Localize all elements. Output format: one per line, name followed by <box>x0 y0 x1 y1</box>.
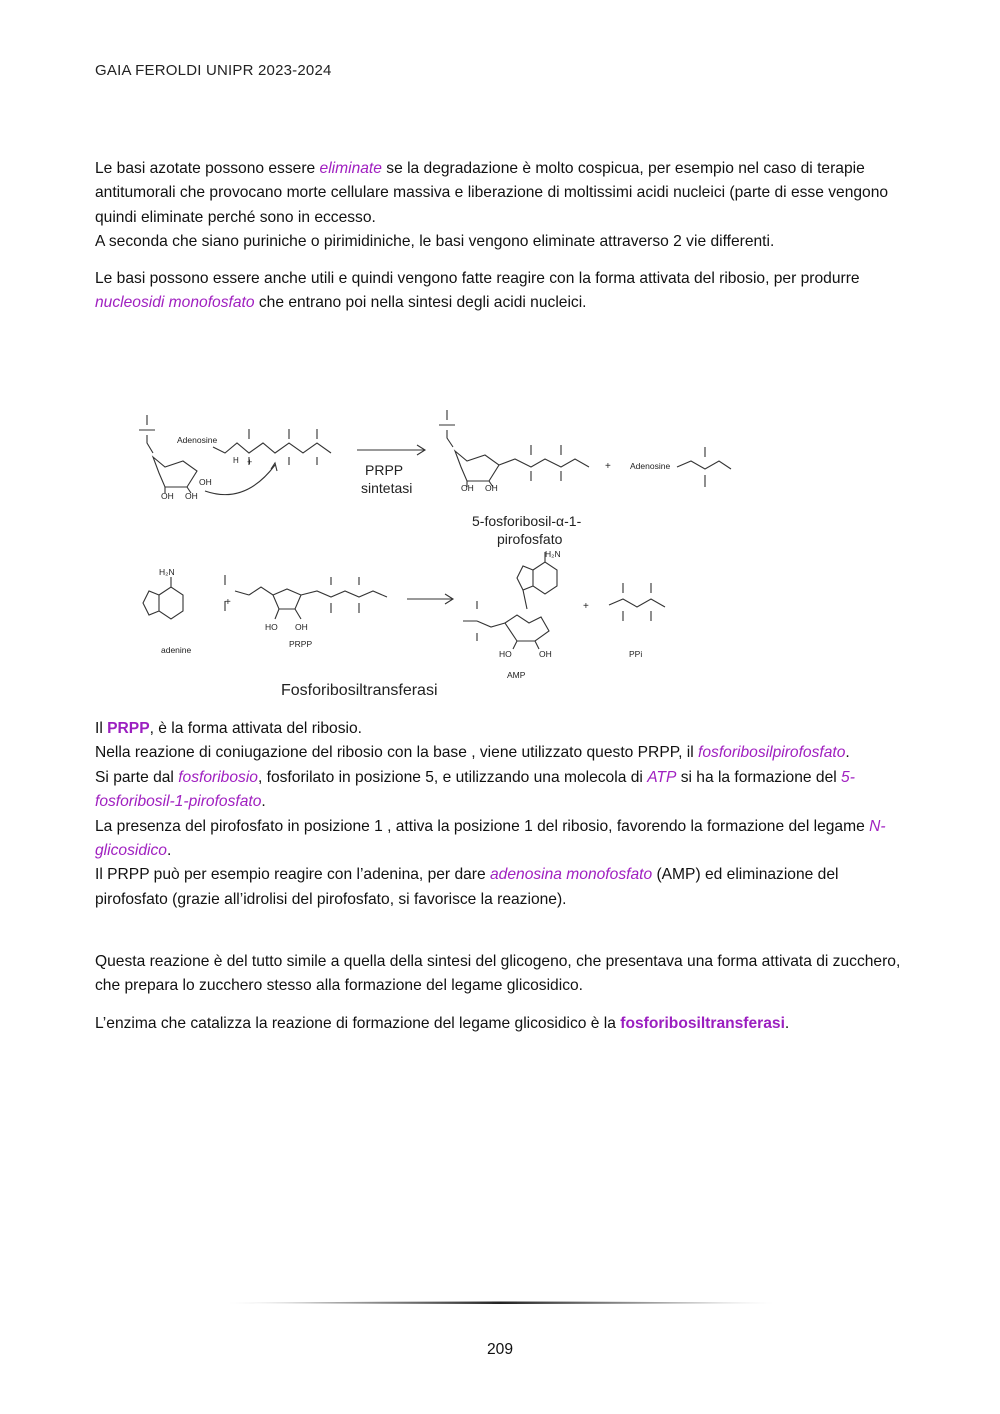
text-span: Le basi possono essere anche utili e quindi vengono fatte reagire con la forma attivata del ribosio, per produrre <box>95 270 860 287</box>
pyrophosphate-chain <box>499 459 589 467</box>
page-number: 209 <box>486 1341 514 1358</box>
enzyme-prpp-sintetasi-line2: sintetasi <box>361 480 413 496</box>
paragraph-basi-utili <box>95 267 907 316</box>
highlight-term: N-glicosidico <box>95 817 886 860</box>
text-span: (AMP) ed eliminazione del pirofosfato (grazie all’idrolisi del pirofosfato, si favorisce la reazione). <box>95 866 839 908</box>
attack-arrow <box>205 465 275 495</box>
plus-sign: + <box>583 601 589 612</box>
text-span: Il <box>95 720 108 737</box>
prpp-pyrophosphate <box>301 577 387 613</box>
h2n-label: H₂N <box>545 549 561 559</box>
phosphate-group <box>139 415 155 453</box>
document-header: GAIA FEROLDI UNIPR 2023-2024 <box>95 62 332 79</box>
reaction-arrow-top <box>357 445 425 455</box>
text-span: Si parte dal <box>95 768 179 786</box>
text-span: che entrano poi nella sintesi degli acidi nucleici. <box>254 294 587 312</box>
highlight-term: ATP <box>647 768 677 786</box>
paragraph-line <box>95 741 907 765</box>
paragraph-line <box>95 717 907 741</box>
text-span: Nella reazione di coniugazione del ribosio con la base , viene utilizzato questo PRPP, il <box>95 744 699 762</box>
h2n-label: H₂N <box>159 567 175 577</box>
text-span: se la degradazione è molto cospicua, per esempio nel caso di terapie antitumorali che provocano morte cellulare massiva e liberazione di moltissimi acidi nucleici (parte di esse vengono quindi eliminate perché sono in eccesso. <box>95 160 889 226</box>
amp-ribose-ring <box>505 590 549 649</box>
adenine-label: adenine <box>161 645 192 655</box>
bold-term-prpp: PRPP <box>107 720 150 737</box>
paragraph-prpp <box>95 717 907 912</box>
oh-label: OH <box>295 622 308 632</box>
text-span: . <box>166 842 172 860</box>
triphosphate-chain <box>213 443 331 453</box>
amp-label: AMP <box>507 670 526 680</box>
text-span: , è la forma attivata del ribosio. <box>149 720 362 737</box>
paragraph-line: Questa reazione è del tutto simile a quella della sintesi del glicogeno, che presentava una forma attivata di zucchero, che prepara lo zucchero stesso alla formazione del legame glicosidico. <box>95 953 901 995</box>
paragraph-line <box>95 815 907 864</box>
product-name-line2: pirofosfato <box>497 531 563 547</box>
ppi-label: PPi <box>629 649 643 659</box>
ppi-structure <box>609 583 665 621</box>
phosphate-group-product <box>439 410 455 447</box>
ribose-ring-product <box>455 451 499 481</box>
text-span: si ha la formazione del <box>676 768 842 786</box>
highlight-term: fosforibosio <box>178 768 258 786</box>
plus-sign: + <box>225 597 231 608</box>
reaction-scheme-figure <box>125 395 745 705</box>
text-span: Il PRPP può per esempio reagire con l’adenina, per dare <box>95 866 490 884</box>
amp-phosphate <box>677 447 731 487</box>
enzyme-fosforibosiltransferasi-label: Fosforibosiltransferasi <box>281 682 438 699</box>
footer-divider <box>228 1300 773 1306</box>
text-span: L’enzima che catalizza la reazione di formazione del legame glicosidico è la <box>95 1015 621 1032</box>
adenine-ring <box>143 577 183 619</box>
prpp-label: PRPP <box>289 639 313 649</box>
ho-label: HO <box>499 649 512 659</box>
text-span: . <box>845 744 850 762</box>
oh-label: OH <box>461 483 474 493</box>
adenosine-label-right: Adenosine <box>630 461 671 471</box>
bold-term-enzyme: fosforibosiltransferasi <box>620 1015 785 1032</box>
highlight-term: fosforibosilpirofosfato <box>698 744 846 762</box>
reaction-arrow-bottom <box>407 594 453 604</box>
oh-label: OH <box>539 649 552 659</box>
amp-phosphate-bottom <box>463 601 505 641</box>
highlight-term: 5-fosforibosil-1-pirofosfato <box>95 768 855 811</box>
pyrophosphate-oxygens <box>531 445 561 481</box>
oh-label: OH <box>161 491 174 501</box>
text-span: , fosforilato in posizione 5, e utilizzando una molecola di <box>257 768 648 786</box>
highlight-term: nucleosidi monofosfato <box>95 294 255 312</box>
paragraph-line <box>95 157 907 230</box>
plus-sign-ppi: + <box>247 457 253 467</box>
paragraph-line <box>95 1012 907 1036</box>
highlight-term: adenosina monofosfato <box>490 866 653 884</box>
reaction-scheme-svg <box>125 395 745 705</box>
paragraph-eliminazione-basi <box>95 157 907 255</box>
oh-label: OH <box>199 477 212 487</box>
text-span: . <box>784 1015 790 1032</box>
product-name-line1: 5-fosforibosil-α-1- <box>472 513 582 529</box>
text-span: Le basi azotate possono essere <box>95 160 320 177</box>
adenosine-label-left: Adenosine <box>177 435 218 445</box>
paragraph-line <box>95 863 907 912</box>
prpp-ring <box>249 587 301 619</box>
enzyme-prpp-sintetasi-line1: PRPP <box>365 462 404 478</box>
paragraph-line <box>95 267 907 316</box>
ho-label: HO <box>265 622 278 632</box>
oh-label: OH <box>185 491 198 501</box>
text-span: . <box>261 793 266 811</box>
plus-sign: + <box>605 461 611 472</box>
paragraph-line: A seconda che siano puriniche o pirimidiniche, le basi vengono eliminate attraverso 2 vie differenti. <box>95 233 775 251</box>
paragraph-enzima <box>95 1012 907 1036</box>
h-label: H <box>233 456 239 465</box>
paragraph-similitudine-glicogeno <box>95 950 907 999</box>
ribose-ring <box>153 457 197 487</box>
text-span: La presenza del pirofosfato in posizione 1 , attiva la posizione 1 del ribosio, favorendo la formazione del legame <box>95 817 870 835</box>
highlight-term: eliminate <box>319 160 382 177</box>
oh-label: OH <box>485 483 498 493</box>
paragraph-line <box>95 766 907 815</box>
